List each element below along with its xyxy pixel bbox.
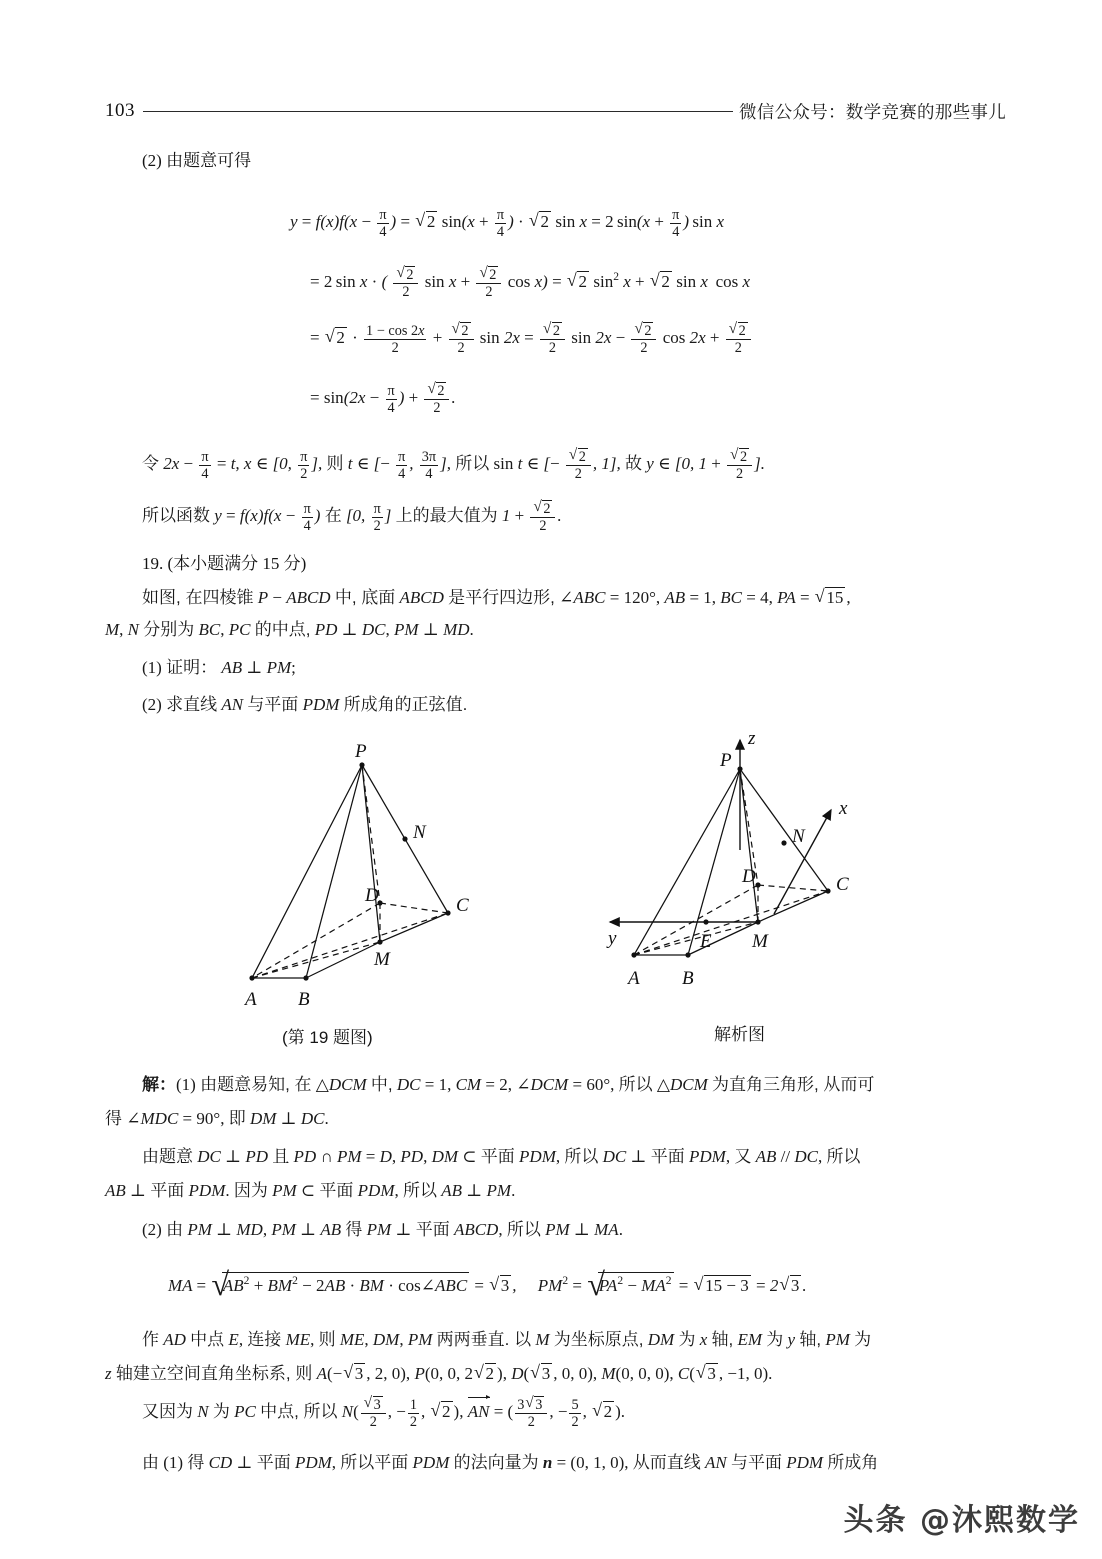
edge-DC-dashed: [380, 903, 448, 913]
solution-part1-line2: 得 ∠MDC = 90°, 即 DM ⊥ DC.: [105, 1109, 329, 1128]
solution-part1-line3: 由题意 DC ⊥ PD 且 PD ∩ PM = D, PD, DM ⊂ 平面 PDM, 所以 DC ⊥ 平面 PDM, 又 AB // DC, 所以: [142, 1147, 861, 1166]
label-D: D: [365, 885, 379, 906]
watermark: 头条 @沐熙数学: [843, 1503, 1080, 1538]
problem-stem-line-1: 如图, 在四棱锥 P − ABCD 中, 底面 ABCD 是平行四边形, ∠ABC = 120°, AB = 1, BC = 4, PA = √ 15 ,: [142, 583, 851, 608]
solution-part1-line4: AB ⊥ 平面 PDM. 因为 PM ⊂ 平面 PDM, 所以 AB ⊥ PM.: [105, 1181, 516, 1200]
label-axis-z: z: [748, 728, 756, 749]
figure-problem-19: [240, 735, 540, 1047]
edge-PB: [306, 765, 362, 978]
figure-2-caption: 解析图: [714, 1025, 765, 1044]
solution-part2-line1: (2) 由 PM ⊥ MD, PM ⊥ AB 得 PM ⊥ 平面 ABCD, 所以 PM ⊥ MA.: [142, 1220, 623, 1239]
part2-lead: (2) 由题意可得: [142, 151, 252, 170]
edge-MC: [758, 891, 828, 922]
edge-MC: [380, 913, 448, 942]
question-2: (2) 求直线 AN 与平面 PDM 所成角的正弦值.: [142, 695, 468, 714]
solution-part2-formula: MA = √ $AB^2 + BM^2 - 2AB$ · BM · cos∠ABC = √ 3 , $PM^2$ = √ $PA^2 - MA^2$ = √ 15 − 3 = 2 √ 3 .: [168, 1272, 807, 1296]
equation-line-1: y = f(x)f(x − $\frac{\pi}{4}$ ) = √ 2 sin(x + $\frac{\pi}{4}$ ) · √ 2 sin x = 2 sin(x + $\frac{\pi}{4}$ ) sin x: [290, 207, 724, 240]
label-N: N: [413, 822, 426, 843]
label-E: E: [700, 931, 712, 952]
label-axis-y: y: [608, 928, 617, 949]
edge-BM: [688, 922, 758, 955]
solution-part2-line5: 由 (1) 得 CD ⊥ 平面 PDM, 所以平面 PDM 的法向量为 n = (0, 1, 0), 从而直线 AN 与平面 PDM 所成角: [142, 1453, 879, 1472]
header-rule: [143, 111, 733, 112]
label-M: M: [374, 949, 390, 970]
figure-2-svg: [588, 722, 898, 1022]
label-B: B: [682, 968, 694, 989]
solution-part2-line4: 又因为 N 为 PC 中点, 所以 N( √ $\frac{3}{2}$ , − $\frac{1}{2}$ , √ 2 ), AN = ( $\frac{3 √ 3}{2}$ , − $\frac{5}{2}$ , √ 2 ).: [142, 1396, 625, 1430]
edge-PB: [688, 769, 740, 955]
figure-analysis: [588, 722, 898, 1044]
page-number: 103: [105, 100, 135, 121]
solution-part2-line3: z 轴建立空间直角坐标系, 则 A(− √ 3 , 2, 0), P(0, 0, 2 √ 2 ), D( √ 3 , 0, 0), M(0, 0, 0), C( √ 3 , −1, 0).: [105, 1359, 772, 1384]
label-C: C: [456, 895, 469, 916]
solution-part1-line1: 解：(1) 由题意易知, 在 △DCM 中, DC = 1, CM = 2, ∠DCM = 60°, 所以 △DCM 为直角三角形, 从而可: [142, 1075, 875, 1094]
equation-line-2: = 2 sin x · ( √ $\frac{2}{2}$ sin x + √ $\frac{2}{2}$ cos x) = √ 2 $\sin^2 x$ + √ 2 sin x cos x: [310, 266, 750, 300]
label-B: B: [298, 989, 310, 1010]
solution-part2-line2: 作 AD 中点 E, 连接 ME, 则 ME, DM, PM 两两垂直. 以 M 为坐标原点, DM 为 x 轴, EM 为 y 轴, PM 为: [142, 1330, 872, 1349]
equation-line-4: = sin(2x − $\frac{\pi}{4}$ ) + √ $\frac{2}{2}$ .: [310, 382, 456, 416]
edge-PM: [740, 769, 758, 922]
label-A: A: [628, 968, 640, 989]
label-D: D: [742, 866, 756, 887]
equation-line-3: = √ 2 · $\frac{1 - \cos 2x}{2}$ + √ $\frac{2}{2}$ sin 2x = √ $\frac{2}{2}$ sin 2x − √ $\frac{2}{2}$ cos 2x + √ $\frac{2}{2}$: [310, 322, 753, 356]
conclusion-line: 所以函数 y = f(x)f(x − $\frac{\pi}{4}$ ) 在 [0, $\frac{\pi}{2}$ ] 上的最大值为 1 + √ $\frac{2}{2}$ .: [142, 500, 562, 534]
header-title: 微信公众号：数学竞赛的那些事儿: [739, 101, 1006, 122]
label-P: P: [720, 750, 732, 771]
problem-number: 19. (本小题满分 15 分): [142, 554, 307, 573]
problem-stem-line-2: M, N 分别为 BC, PC 的中点, PD ⊥ DC, PM ⊥ MD.: [105, 620, 474, 639]
edge-AC-dashed: [634, 891, 828, 955]
figure-1-vertex-dots: [249, 762, 450, 980]
label-axis-x: x: [839, 798, 848, 819]
label-N: N: [792, 826, 805, 847]
edge-DC-dashed: [758, 885, 828, 891]
range-line: 令 2x − $\frac{\pi}{4}$ = t, x ∈ [0, $\frac{\pi}{2}$ ], 则 t ∈ [− $\frac{\pi}{4}$ , $\frac{3\pi}{4}$ ], 所以 sin t ∈ [− √ $\frac{2}{2}$ , 1], 故 y ∈ [0, 1 + √ $\frac{2}{2}$ ].: [142, 448, 765, 482]
edge-AC-dashed: [252, 913, 448, 978]
label-C: C: [836, 874, 849, 895]
label-M: M: [752, 931, 768, 952]
edge-PA: [634, 769, 740, 955]
label-A: A: [245, 989, 257, 1010]
label-P: P: [355, 741, 367, 762]
figure-1-caption: (第 19 题图): [282, 1028, 373, 1047]
figure-1-svg: [240, 735, 540, 1025]
edge-DA-dashed: [634, 885, 758, 955]
page-header: [105, 96, 1006, 126]
question-1: (1) 证明： AB ⊥ PM;: [142, 658, 296, 677]
